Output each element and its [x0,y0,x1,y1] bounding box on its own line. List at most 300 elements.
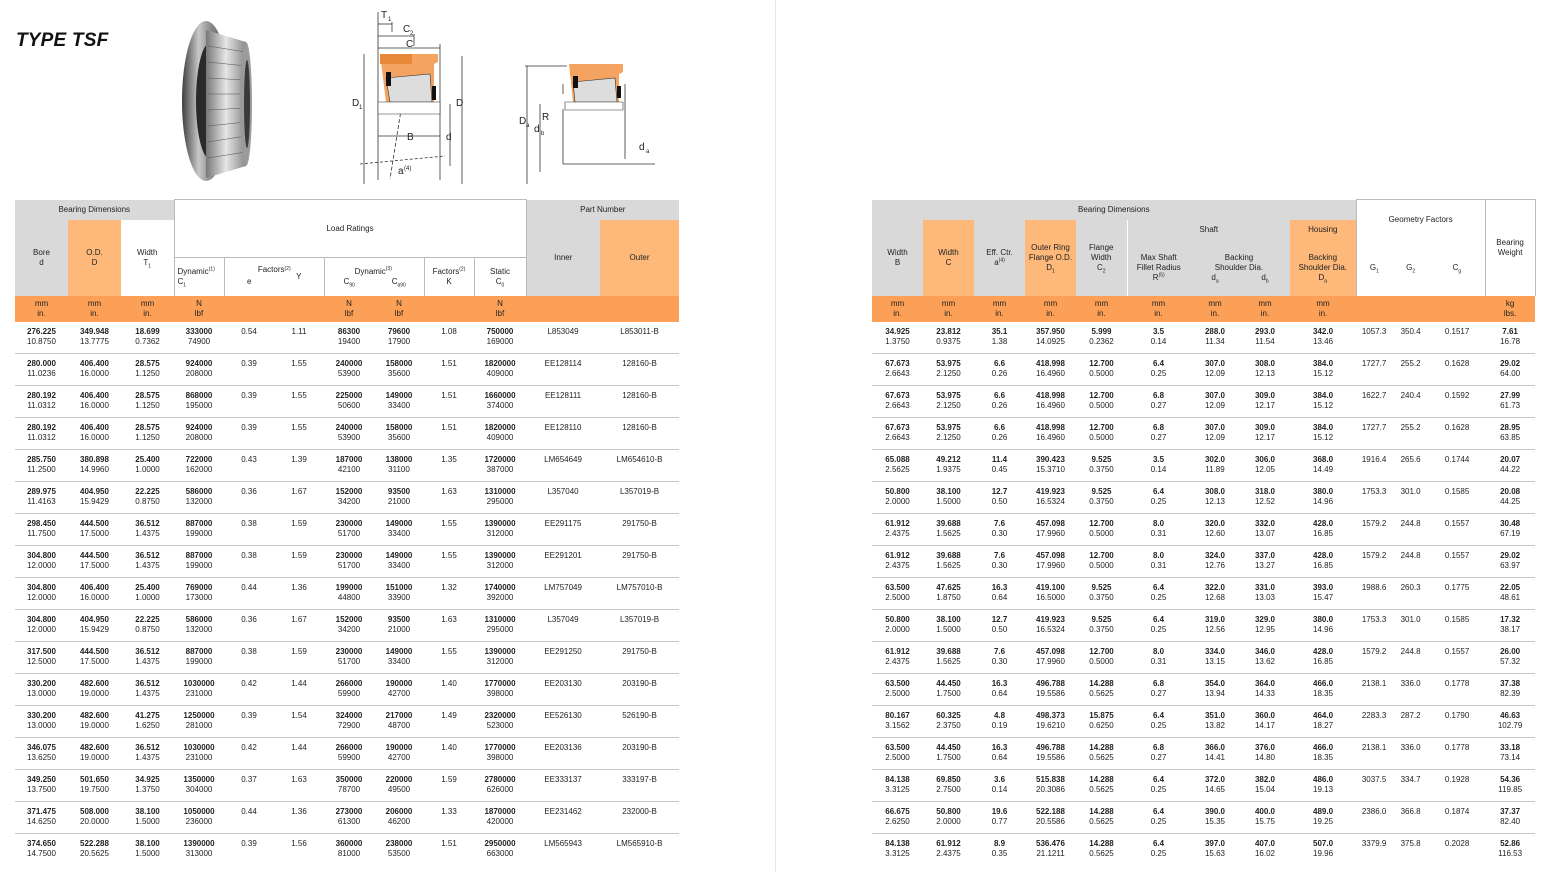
cell-cg: 0.1744 [1429,449,1485,481]
table-row [872,737,1535,769]
cell-od: 406.400 16.0000 [68,385,121,417]
cell-e: 0.39 [224,385,274,417]
diagram-label: a [526,123,530,129]
unit-mm-in: mm in. [974,296,1025,322]
cell-housing-da: 464.0 18.27 [1290,705,1356,737]
cell-weight: 30.48 67.19 [1485,513,1535,545]
cell-dynamic-c1: 1050000 236000 [174,801,224,833]
group-header-part-number: Part Number [526,200,679,220]
cell-cg: 0.1874 [1429,801,1485,833]
table-row [15,641,679,673]
cell-e: 0.39 [224,417,274,449]
cell-ca90: 158000 35600 [374,353,424,385]
cell-g2: 301.0 [1392,481,1429,513]
cell-dynamic-c1: 1030000 231000 [174,673,224,705]
cell-od: 380.898 14.9960 [68,449,121,481]
cell-cg: 0.1585 [1429,609,1485,641]
cell-k: 1.51 [424,385,474,417]
cell-outer-part: 526190-B [600,705,679,737]
diagram-label: 1 [388,17,392,23]
cell-inner-part: EE128110 [526,417,600,449]
unit-static: N lbf [474,296,526,322]
cell-shaft-da: 302.0 11.89 [1190,449,1240,481]
cell-weight: 29.02 63.97 [1485,545,1535,577]
cell-cg: 0.2028 [1444,839,1470,848]
cell-ca90: 190000 42700 [374,673,424,705]
cell-static-c0: 2780000 626000 [474,769,526,801]
cell-e: 0.39 [224,705,274,737]
cell-g1: 1057.3 [1356,322,1392,354]
cell-width-c: 49.212 1.9375 [923,449,974,481]
cell-c90: 230000 51700 [324,545,374,577]
cell-g2: 265.6 [1392,449,1429,481]
col-header-max-shaft-fillet: Max Shaft Fillet Radius $R^{(5)}$ [1127,241,1190,296]
unit-mm-in: mm in. [1076,296,1127,322]
diagram-label: d [639,142,645,153]
cell-outer-part: 291750-B [600,545,679,577]
cell-fillet-radius: 6.8 0.27 [1127,417,1190,449]
table-row [15,737,679,769]
cell-bore: 276.225 10.8750 [15,322,68,354]
cell-y: 1.44 [274,737,324,769]
diagram-label: C [403,24,411,35]
cell-k: 1.63 [424,481,474,513]
cell-k: 1.51 [424,417,474,449]
cell-static-c0: 1310000 295000 [474,609,526,641]
cell-eff-ctr: 3.6 0.14 [974,769,1025,801]
table-row [872,385,1535,417]
cell-width-b: 50.800 2.0000 [872,609,923,641]
cell-g1: 2283.3 [1356,705,1392,737]
cell-flange-od: 418.998 16.4960 [1025,353,1076,385]
cell-g1: 1916.4 [1356,449,1392,481]
cell-fillet-radius: 6.8 0.27 [1127,737,1190,769]
cell-c90: 360000 81000 [335,839,363,858]
cell-housing-da: 380.0 14.96 [1290,609,1356,641]
cell-eff-ctr: 6.6 0.26 [974,385,1025,417]
table-row [872,513,1535,545]
col-header-static: Static $C_0$ [474,258,526,296]
cell-width-c: 53.975 2.1250 [923,353,974,385]
cell-width-b: 63.500 2.5000 [872,737,923,769]
cell-e: 0.44 [224,577,274,609]
unit-mm-in: mm in. [923,296,974,322]
cell-width: 36.512 1.4375 [121,737,174,769]
cell-width: 22.225 0.8750 [121,481,174,513]
col-header-g1: $G_1$ [1356,241,1392,296]
cell-shaft-db: 376.0 14.80 [1240,737,1290,769]
cell-width-c: 39.688 1.5625 [923,513,974,545]
cell-flange-od: 457.098 17.9960 [1025,545,1076,577]
cell-k: 1.55 [424,641,474,673]
cell-shaft-da: 307.0 12.09 [1190,353,1240,385]
cell-ca90: 93500 21000 [374,481,424,513]
cell-eff-ctr: 16.3 0.64 [974,673,1025,705]
bearing-photo [176,16,256,186]
cell-g2: 366.8 [1392,801,1429,833]
cell-housing-da: 380.0 14.96 [1290,481,1356,513]
cell-dynamic-c1: 887000 199000 [174,513,224,545]
cell-ca90: 206000 46200 [374,801,424,833]
cell-y: 1.67 [274,481,324,513]
cell-k: 1.55 [424,513,474,545]
cell-width-b: 61.912 2.4375 [872,545,923,577]
cell-y: 1.36 [274,577,324,609]
cell-ca90: 149000 33400 [374,545,424,577]
cell-shaft-db: 346.0 13.62 [1240,641,1290,673]
cell-width: 38.100 1.5000 [135,839,160,858]
unit-mm-in: mm in. [1025,296,1076,322]
cell-g1: 1727.7 [1356,417,1392,449]
cell-shaft-da: 372.0 14.65 [1190,769,1240,801]
table-row [15,449,679,481]
cell-k: 1.40 [424,737,474,769]
page-divider [775,0,776,872]
cell-shaft-db: 337.0 13.27 [1240,545,1290,577]
cell-k: 1.33 [424,801,474,833]
cell-outer-part: 232000-B [600,801,679,833]
cell-e: 0.37 [224,769,274,801]
cell-fillet-radius: 8.0 0.31 [1127,545,1190,577]
cell-shaft-da: 288.0 11.34 [1190,322,1240,354]
cell-static-c0: 1660000 374000 [474,385,526,417]
cell-g1: 1579.2 [1356,545,1392,577]
cell-width-b: 84.138 3.3125 [885,839,910,858]
cell-bore: 330.200 13.0000 [15,673,68,705]
cell-cg: 0.1517 [1429,322,1485,354]
unit-c90: N lbf [324,296,374,322]
cell-y: 1.63 [274,769,324,801]
cell-outer-part: 291750-B [600,641,679,673]
cell-eff-ctr: 16.3 0.64 [974,737,1025,769]
table-row [15,481,679,513]
col-header-housing-backing: Backing Shoulder Dia. $D_a$ [1290,241,1356,296]
cell-width-c: 53.975 2.1250 [923,385,974,417]
cell-width: 28.575 1.1250 [121,385,174,417]
cell-e: 0.38 [224,641,274,673]
unit-width: mm in. [121,296,174,322]
cell-width: 41.275 1.6250 [121,705,174,737]
diagram-label: D [456,98,464,109]
cell-c90: 240000 53900 [324,417,374,449]
cell-g1: 2138.1 [1356,673,1392,705]
cell-k: 1.55 [424,545,474,577]
cell-static-c0: 1870000 420000 [474,801,526,833]
cell-g2: 255.2 [1392,353,1429,385]
cell-fillet-radius: 6.4 0.25 [1150,839,1167,858]
cell-ca90: 149000 33400 [374,513,424,545]
cell-outer-part: 333197-B [600,769,679,801]
cell-housing-da: 486.0 19.13 [1290,769,1356,801]
cell-g1: 1753.3 [1356,609,1392,641]
cell-bore: 280.192 11.0312 [15,385,68,417]
cell-housing-da: 428.0 16.85 [1290,513,1356,545]
col-header-weight: Bearing Weight [1485,200,1535,296]
cell-weight: 37.37 82.40 [1485,801,1535,833]
cell-inner-part: EE333137 [526,769,600,801]
diagram-label: d [534,124,540,135]
cell-shaft-da: 320.0 12.60 [1190,513,1240,545]
cell-bore: 374.650 14.7500 [27,839,56,858]
cell-eff-ctr: 6.6 0.26 [974,417,1025,449]
cross-section-diagram [350,4,475,189]
cell-static-c0: 1390000 312000 [474,641,526,673]
cell-flange-od: 457.098 17.9960 [1025,641,1076,673]
cell-e: 0.38 [224,513,274,545]
col-header-cg: $C_g$ [1452,263,1462,275]
group-header-bearing-dimensions: Bearing Dimensions [15,200,174,220]
diagram-label: d [446,132,452,143]
cell-y: 1.44 [274,673,324,705]
cell-inner-part: EE526130 [526,705,600,737]
cell-y: 1.56 [291,839,307,848]
cell-width-b: 66.675 2.6250 [872,801,923,833]
cell-shaft-db: 332.0 13.07 [1240,513,1290,545]
cell-k: 1.35 [424,449,474,481]
cell-width-b: 63.500 2.5000 [872,577,923,609]
cell-width-b: 67.673 2.6643 [872,417,923,449]
cell-c90: 86300 19400 [324,322,374,354]
cell-flange-width: 9.525 0.3750 [1076,577,1127,609]
col-header-backing-db: $d_b$ [1240,241,1290,296]
cell-inner-part: EE128114 [526,353,600,385]
cell-width-b: 65.088 2.5625 [872,449,923,481]
table-row [872,481,1535,513]
diagram-label: 2 [410,31,414,37]
cell-housing-da: 466.0 18.35 [1290,737,1356,769]
cell-k: 1.59 [424,769,474,801]
cell-eff-ctr: 7.6 0.30 [974,641,1025,673]
cell-bore: 298.450 11.7500 [15,513,68,545]
cell-fillet-radius: 6.8 0.27 [1127,673,1190,705]
cell-g2: 336.0 [1392,673,1429,705]
cell-width-c: 69.850 2.7500 [923,769,974,801]
cell-width: 36.512 1.4375 [121,513,174,545]
col-header-eff-ctr: Eff. Ctr. $a^{(4)}$ [974,220,1025,296]
cell-flange-width: 14.288 0.5625 [1089,839,1114,858]
cell-weight: 29.02 64.00 [1485,353,1535,385]
cell-weight: 17.32 38.17 [1485,609,1535,641]
cell-cg: 0.1557 [1429,513,1485,545]
cell-g1: 1579.2 [1356,641,1392,673]
cell-static-c0: 1740000 392000 [474,577,526,609]
cell-housing-da: 507.0 19.96 [1313,839,1334,858]
cell-weight: 22.05 48.61 [1485,577,1535,609]
cell-e: 0.36 [224,481,274,513]
col-header-inner: Inner [526,220,600,296]
col-header-k: Factors$^{(2)}$ K [424,258,474,296]
cell-shaft-da: 334.0 13.15 [1190,641,1240,673]
cell-weight: 26.00 57.32 [1485,641,1535,673]
cell-ca90: 217000 48700 [374,705,424,737]
cell-cg: 0.1557 [1429,545,1485,577]
cell-flange-od: 536.476 21.1211 [1036,839,1065,858]
cell-od: 444.500 17.5000 [68,641,121,673]
cell-housing-da: 393.0 15.47 [1290,577,1356,609]
cell-weight: 20.07 44.22 [1485,449,1535,481]
cell-width: 28.575 1.1250 [121,417,174,449]
cell-inner-part: EE291250 [526,641,600,673]
cell-eff-ctr: 6.6 0.26 [974,353,1025,385]
cell-c90: 240000 53900 [324,353,374,385]
cell-fillet-radius: 8.0 0.31 [1127,641,1190,673]
cell-k: 1.63 [424,609,474,641]
cell-dynamic-c1: 769000 173000 [174,577,224,609]
cell-width: 36.512 1.4375 [121,641,174,673]
right-bearing-table [872,199,1536,865]
cell-housing-da: 384.0 15.12 [1290,385,1356,417]
cell-k: 1.51 [424,353,474,385]
unit-mm-in: mm in. [1240,296,1290,322]
cell-cg: 0.1775 [1429,577,1485,609]
cell-flange-width: 12.700 0.5000 [1076,513,1127,545]
cell-width: 36.512 1.4375 [121,673,174,705]
cell-flange-od: 357.950 14.0925 [1025,322,1076,354]
col-header-backing-da: Backing Shoulder Dia. $d_a$ [1190,241,1240,296]
cell-width: 25.400 1.0000 [121,577,174,609]
col-header-y: Y [274,258,324,296]
cell-shaft-da: 397.0 15.63 [1204,839,1226,858]
cell-ca90: 238000 53500 [385,839,413,858]
table-row [15,705,679,737]
cell-ca90: 190000 42700 [374,737,424,769]
cell-housing-da: 384.0 15.12 [1290,417,1356,449]
cell-flange-width: 12.700 0.5000 [1076,641,1127,673]
cell-bore: 304.800 12.0000 [15,545,68,577]
cell-cg: 0.1778 [1429,737,1485,769]
cell-dynamic-c1: 924000 208000 [174,353,224,385]
cell-od: 522.288 20.5625 [80,839,109,858]
cell-g2: 334.7 [1392,769,1429,801]
cell-shaft-da: 354.0 13.94 [1190,673,1240,705]
cell-width: 38.100 1.5000 [121,801,174,833]
cell-y: 1.39 [274,449,324,481]
diagram-label: b [541,131,545,137]
cell-cg: 0.1778 [1429,673,1485,705]
cell-static-c0: 2950000 663000 [484,839,516,858]
cell-flange-width: 14.288 0.5625 [1076,769,1127,801]
col-header-width: Width $T_1$ [121,220,174,296]
cell-eff-ctr: 4.8 0.19 [974,705,1025,737]
cell-c90: 273000 61300 [324,801,374,833]
cell-inner-part: LM757049 [526,577,600,609]
cell-shaft-db: 293.0 11.54 [1240,322,1290,354]
cell-g1: 3379.9 [1361,839,1387,848]
cell-ca90: 138000 31100 [374,449,424,481]
table-row [15,801,679,833]
unit-bore: mm in. [15,296,68,322]
unit-empty [1392,296,1429,322]
cell-fillet-radius: 3.5 0.14 [1127,449,1190,481]
cell-g2: 375.8 [1400,839,1421,848]
cell-inner-part: EE291201 [526,545,600,577]
cell-flange-width: 15.875 0.6250 [1076,705,1127,737]
cell-outer-part: L357019-B [600,609,679,641]
cell-g1: 1622.7 [1356,385,1392,417]
cell-housing-da: 428.0 16.85 [1290,545,1356,577]
cell-width-b: 67.673 2.6643 [872,353,923,385]
cell-width-c: 61.912 2.4375 [936,839,961,858]
cell-shaft-db: 329.0 12.95 [1240,609,1290,641]
cell-flange-width: 9.525 0.3750 [1076,609,1127,641]
cell-inner-part: L853049 [526,322,600,354]
diagram-label: D [352,98,360,109]
cell-fillet-radius: 3.5 0.14 [1127,322,1190,354]
cell-y: 1.59 [274,641,324,673]
cell-shaft-db: 331.0 13.03 [1240,577,1290,609]
table-row [872,545,1535,577]
cell-y: 1.59 [274,513,324,545]
cell-width-c: 47.625 1.8750 [923,577,974,609]
cell-bore: 304.800 12.0000 [15,577,68,609]
cell-static-c0: 1390000 312000 [474,513,526,545]
cell-weight: 27.99 61.73 [1485,385,1535,417]
diagram-label: D [519,116,527,127]
cell-bore: 317.500 12.5000 [15,641,68,673]
cell-od: 482.600 19.0000 [68,673,121,705]
cell-weight: 7.61 16.78 [1485,322,1535,354]
cell-outer-part: L853011-B [600,322,679,354]
table-row [872,641,1535,673]
col-header-ca90: $C_{a90}$ [374,258,424,296]
group-header-housing: Housing [1290,220,1356,241]
cell-width-b: 61.912 2.4375 [872,641,923,673]
cell-width-c: 39.688 1.5625 [923,545,974,577]
cell-flange-width: 12.700 0.5000 [1076,353,1127,385]
cell-fillet-radius: 6.4 0.25 [1127,353,1190,385]
cell-housing-da: 368.0 14.49 [1290,449,1356,481]
cell-dynamic-c1: 1250000 281000 [174,705,224,737]
cell-od: 406.400 16.0000 [68,577,121,609]
cell-bore: 304.800 12.0000 [15,609,68,641]
cell-flange-od: 418.998 16.4960 [1025,417,1076,449]
cell-e: 0.38 [224,545,274,577]
cell-flange-od: 390.423 15.3710 [1025,449,1076,481]
cell-e: 0.54 [224,322,274,354]
table-row [872,417,1535,449]
cell-shaft-da: 390.0 15.35 [1190,801,1240,833]
cell-inner-part: EE231462 [526,801,600,833]
cell-shaft-da: 351.0 13.82 [1190,705,1240,737]
cell-cg: 0.1585 [1429,481,1485,513]
cell-y: 1.59 [274,545,324,577]
mounting-diagram [515,54,655,189]
cell-fillet-radius: 6.4 0.25 [1127,609,1190,641]
table-row [15,609,679,641]
cell-od: 501.650 19.7500 [68,769,121,801]
cell-width-b: 34.925 1.3750 [872,322,923,354]
cell-e: 0.39 [241,839,257,848]
cell-cg: 0.1628 [1429,417,1485,449]
cell-width: 22.225 0.8750 [121,609,174,641]
cell-shaft-db: 308.0 12.13 [1240,353,1290,385]
cell-flange-od: 419.923 16.5324 [1025,609,1076,641]
cell-flange-od: 419.100 16.5000 [1025,577,1076,609]
cell-width: 25.400 1.0000 [121,449,174,481]
cell-c90: 230000 51700 [324,513,374,545]
cell-e: 0.39 [224,353,274,385]
cell-e: 0.42 [224,673,274,705]
col-header-flange-width: Flange Width $C_2$ [1076,220,1127,296]
cell-static-c0: 1770000 398000 [474,737,526,769]
cell-c90: 350000 78700 [324,769,374,801]
cell-outer-part: 203190-B [600,737,679,769]
cell-flange-od: 419.923 16.5324 [1025,481,1076,513]
cell-k: 1.49 [424,705,474,737]
col-header-e: Factors$^{(2)}$ e [224,258,274,296]
cell-fillet-radius: 8.0 0.31 [1127,513,1190,545]
cell-c90: 230000 51700 [324,641,374,673]
